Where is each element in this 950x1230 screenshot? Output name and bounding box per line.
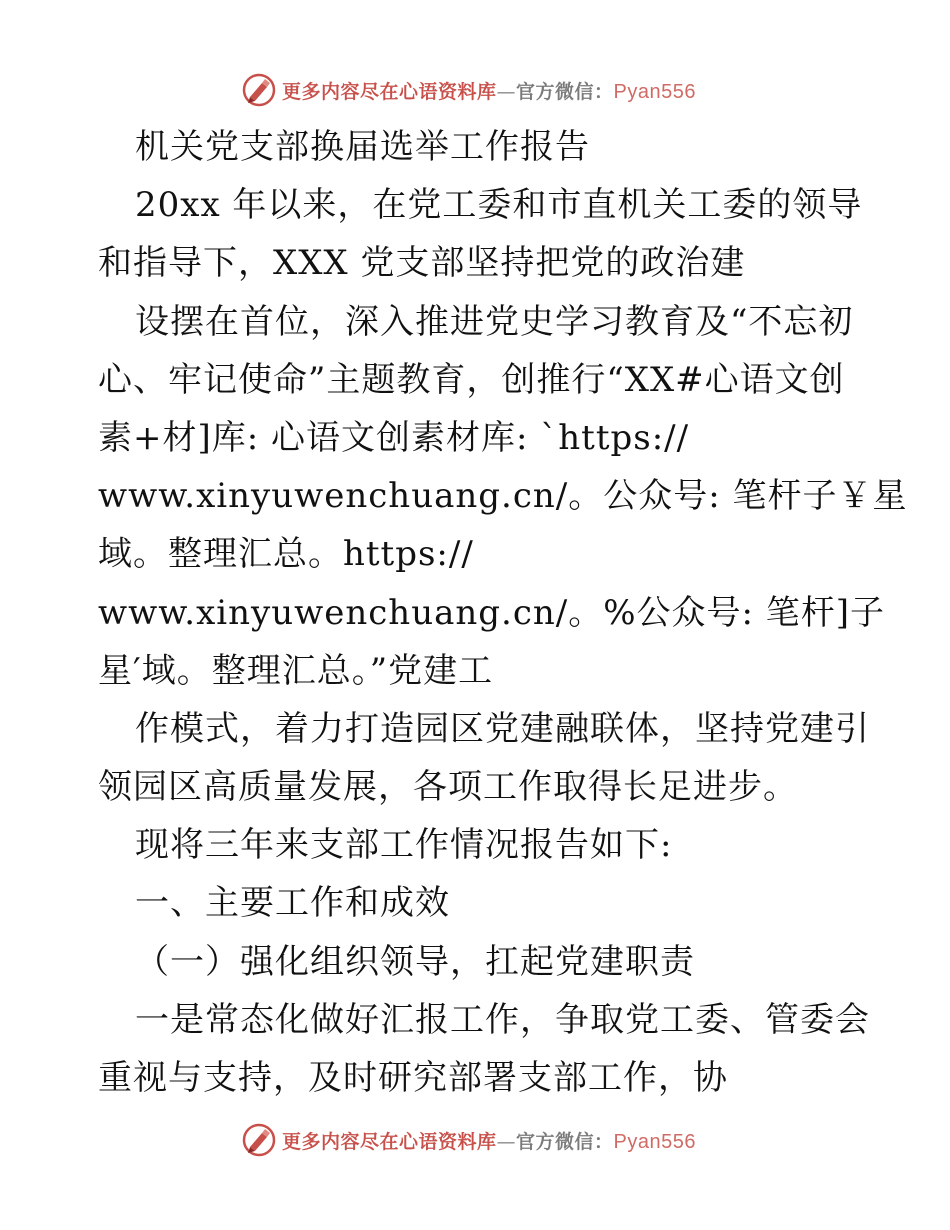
text-line: 机关党支部换届选举工作报告	[135, 127, 590, 167]
text-line: www.xinyuwenchuang.cn/。公众号: 笔杆子￥星	[98, 476, 908, 517]
watermark-dash: —	[496, 1130, 517, 1153]
watermark-dash: —	[496, 80, 517, 103]
text-line: 和指导下，XXX 党支部坚持把党的政治建	[98, 243, 746, 284]
text-line: 一、主要工作和成效	[135, 883, 450, 924]
watermark-wechat-id: Pyan556	[613, 80, 696, 103]
footer-watermark	[0, 1120, 950, 1160]
watermark-wechat-id: Pyan556	[613, 1130, 696, 1153]
footer-watermark-inner	[242, 1123, 696, 1157]
text-line: 重视与支持，及时研究部署支部工作，协	[98, 1058, 728, 1098]
header-watermark	[0, 70, 950, 110]
pen-logo-icon	[242, 1123, 276, 1157]
footer-watermark-text	[282, 1127, 696, 1154]
watermark-brand: 更多内容尽在心语资料库	[282, 80, 497, 103]
watermark-official: 官方微信：	[516, 80, 614, 103]
text-line: 域。整理汇总。https://	[98, 534, 474, 575]
text-line: 现将三年来支部工作情况报告如下:	[135, 825, 673, 866]
text-line: www.xinyuwenchuang.cn/。%公众号: 笔杆]子	[98, 592, 886, 633]
text-line: 一是常态化做好汇报工作，争取党工委、管委会	[135, 999, 870, 1040]
text-line: 20xx 年以来，在党工委和市直机关工委的领导	[135, 185, 863, 226]
text-line: 作模式，着力打造园区党建融联体，坚持党建引	[135, 708, 870, 749]
header-watermark-text	[282, 77, 696, 104]
text-line: （一）强化组织领导，扛起党建职责	[135, 941, 695, 982]
header-watermark-inner	[242, 73, 696, 107]
pen-logo-icon	[242, 73, 276, 107]
text-line: 设摆在首位，深入推进党史学习教育及“不忘初	[135, 301, 854, 342]
document-body	[98, 118, 908, 1107]
text-line: 素+材]库: 心语文创素材库: `https://	[98, 417, 690, 458]
text-line: 心、牢记使命”主题教育，创推行“XX#心语文创	[98, 359, 845, 400]
watermark-official: 官方微信：	[516, 1130, 614, 1153]
text-line: 领园区高质量发展，各项工作取得长足进步。	[98, 767, 798, 808]
text-line: 星′域。整理汇总。”党建工	[98, 650, 494, 691]
watermark-brand: 更多内容尽在心语资料库	[282, 1130, 497, 1153]
